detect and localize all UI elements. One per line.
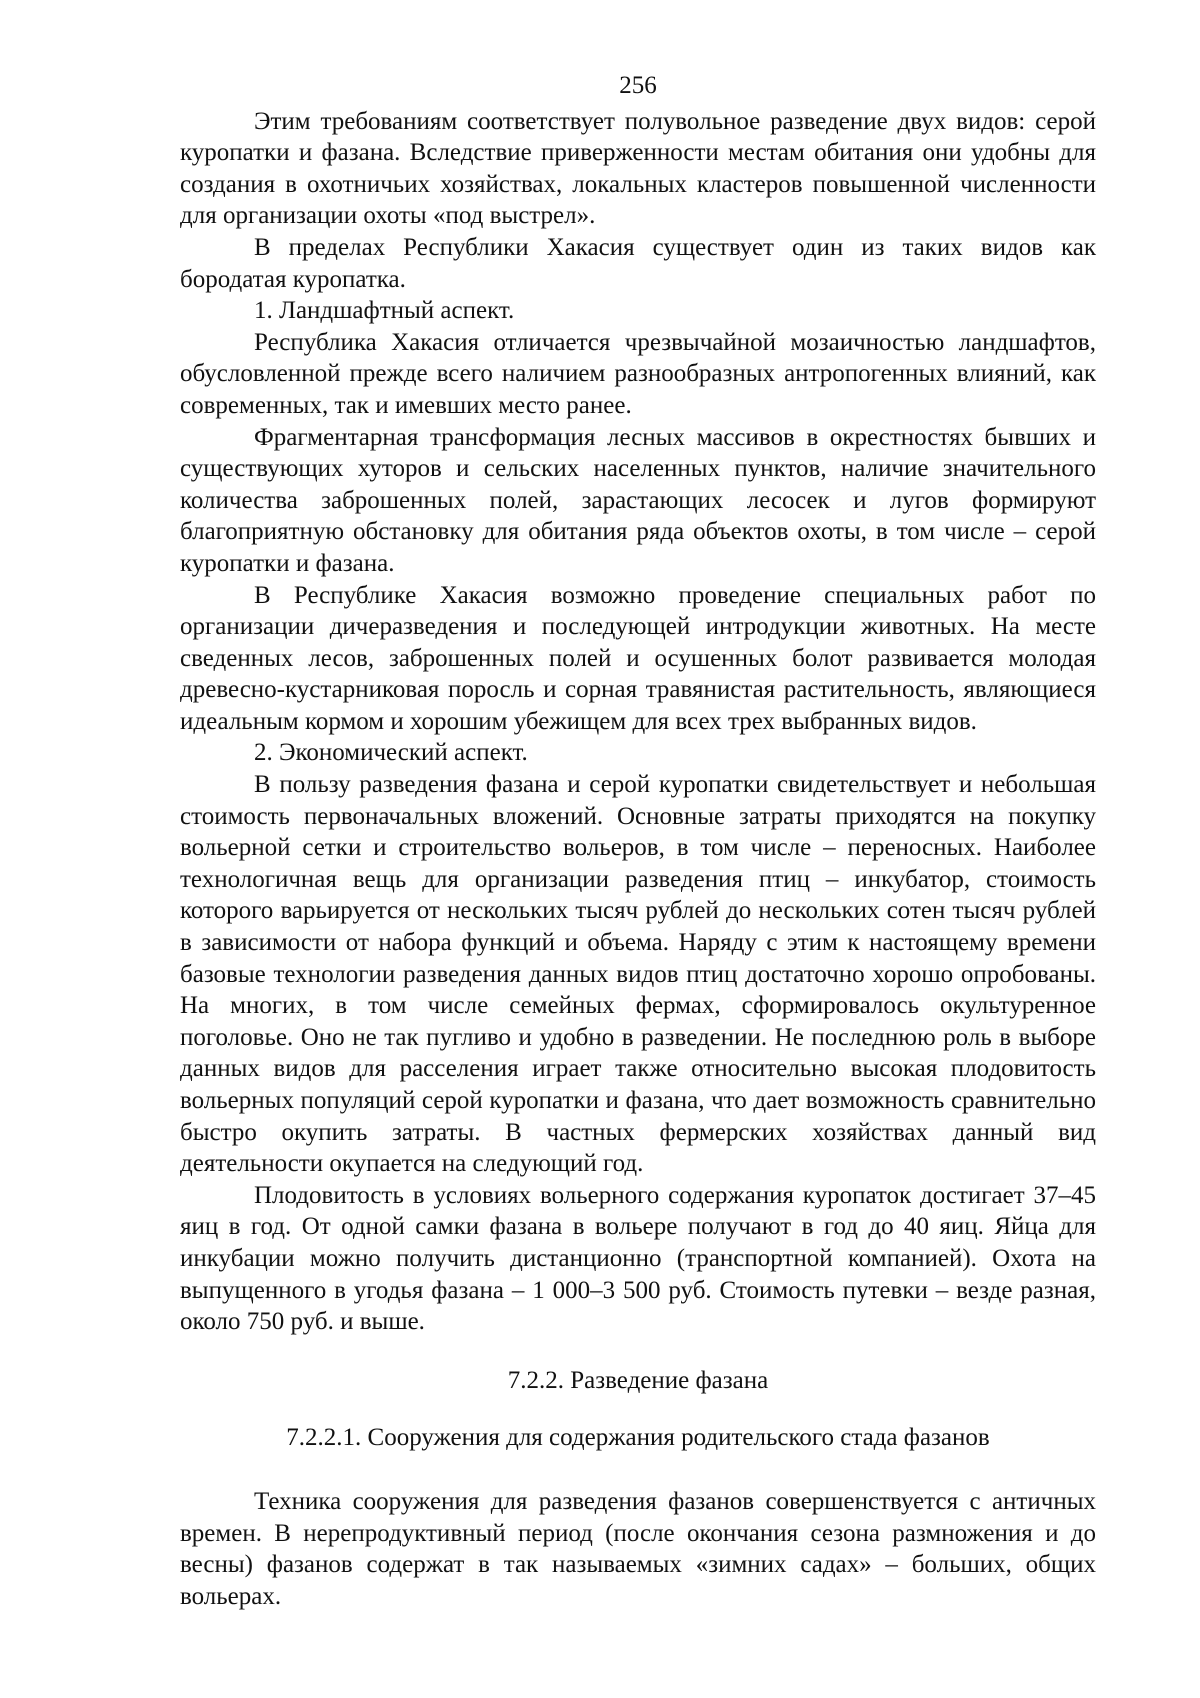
paragraph-5: Фрагментарная трансформация лесных массивов в окрестностях бывших и существующих хуторов и сельских населенных пунктов, наличие значительного количества заброшенных полей, зарастающих лесосек и лугов формируют благоприятную обстановку для обитания ряда объектов охоты, в том числе – серой куропатки и фазана. xyxy=(180,423,1096,577)
paragraph-economic-aspect: 2. Экономический аспект. xyxy=(254,739,528,767)
paragraph-1: Этим требованиям соответствует полувольное разведение двух видов: серой куропатки и фазана. Вследствие приверженности местам обитания они удобны для создания в охотничьих хозяйствах, локальных кластеров повышенной численности для организации охоты «под выстрел». xyxy=(180,107,1096,230)
paragraph-8: В пользу разведения фазана и серой куропатки свидетельствует и небольшая стоимость первоначальных вложений. Основные затраты приходятся на покупку вольерной сетки и строительство вольеров, в том числе – переносных. Наиболее технологичная вещь для организации разведения птиц – инкубатор, стоимость которого варьируется от нескольких тысяч рублей до нескольких сотен тысяч рублей в зависимости от набора функций и объема. Наряду с этим к настоящему времени базовые технологии разведения данных видов птиц достаточно хорошо опробованы. На многих, в том числе семейных фермах, сформировалось окультуренное поголовье. Оно не так пугливо и удобно в разведении. Не последнюю роль в выборе данных видов для расселения играет также относительно высокая плодовитость вольерных популяций серой куропатки и фазана, что дает возможность сравнительно быстро окупить затраты. В частных фермерских хозяйствах данный вид деятельности окупается на следующий год. xyxy=(180,771,1096,1178)
paragraph-2: В пределах Республики Хакасия существует один из таких видов как бородатая куропатка. xyxy=(180,233,1096,293)
paragraph-10: Техника сооружения для разведения фазанов совершенствуется с античных времен. В нерепродуктивный период (после окончания сезона размножения и до весны) фазанов содержат в так называемых «зимних садах» – больших, общих вольерах. xyxy=(180,1487,1096,1610)
page-number: 256 xyxy=(619,72,657,99)
section-heading: 7.2.2. Разведение фазана xyxy=(507,1366,769,1394)
subsection-heading: 7.2.2.1. Сооружения для содержания родительского стада фазанов xyxy=(286,1424,990,1452)
paragraph-4: Республика Хакасия отличается чрезвычайной мозаичностью ландшафтов, обусловленной прежде всего наличием разнообразных антропогенных влияний, как современных, так и имевших место ранее. xyxy=(180,328,1096,419)
paragraph-landscape-aspect: 1. Ландшафтный аспект. xyxy=(254,297,515,325)
paragraph-9: Плодовитость в условиях вольерного содержания куропаток достигает 37–45 яиц в год. От одной самки фазана в вольере получают в год до 40 яиц. Яйца для инкубации можно получить дистанционно (транспортной компанией). Охота на выпущенного в угодья фазана – 1 000–3 500 руб. Стоимость путевки – везде разная, около 750 руб. и выше. xyxy=(180,1181,1096,1336)
paragraph-6: В Республике Хакасия возможно проведение специальных работ по организации дичеразведения и последующей интродукции животных. На месте сведенных лесов, заброшенных полей и осушенных болот развивается молодая древесно-кустарниковая поросль и сорная травянистая растительность, являющиеся идеальным кормом и хорошим убежищем для всех трех выбранных видов. xyxy=(180,581,1096,735)
